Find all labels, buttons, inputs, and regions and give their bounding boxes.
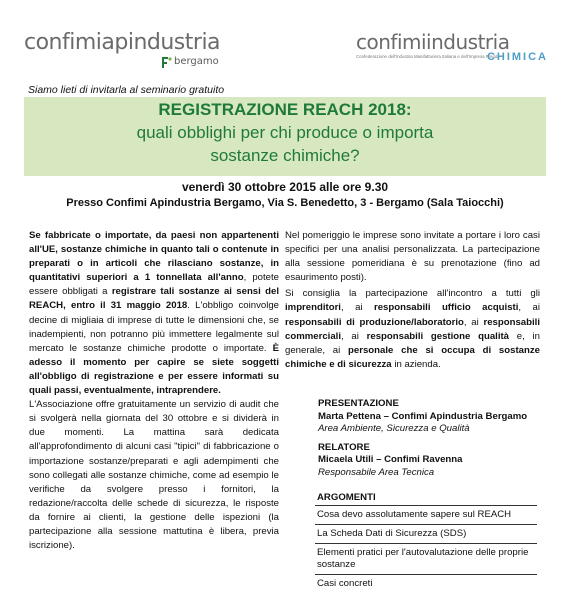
- right-p2-text-a: Si consiglia la partecipazione all'incontro a tutti gli: [285, 288, 540, 300]
- right-column: [285, 229, 540, 372]
- event-venue: Presso Confimi Apindustria Bergamo, Via S. Benedetto, 3 - Bergamo (Sala Taiocchi): [66, 197, 504, 209]
- logo-leaf-icon: [162, 56, 172, 69]
- right-p2-bold-e: responsabili gestione qualità: [366, 330, 510, 342]
- banner-subtitle-line2: sostanze chimiche?: [210, 146, 360, 165]
- presenter-role: Area Ambiente, Sicurezza e Qualità: [318, 423, 470, 434]
- right-p2-bold-a: imprenditori: [285, 302, 341, 314]
- list-item: Elementi pratici per l'autovalutazione delle proprie sostanze: [315, 544, 537, 575]
- speakers-block: [318, 398, 548, 479]
- logo-right-wordmark: confimiindustria: [356, 30, 510, 54]
- right-p2-text-d: , ai: [463, 316, 484, 328]
- banner-title: REGISTRAZIONE REACH 2018:: [158, 100, 412, 119]
- banner-subtitle-line1: quali obblighi per chi produce o importa: [136, 123, 434, 142]
- right-p2-text-e: , ai: [341, 330, 367, 342]
- right-paragraph-1: Nel pomeriggio le imprese sono invitate a portare i loro casi specifici per una analisi personalizzata. La partecipazione alla sessione pomeridiana è su prenotazione (fino ad esaurimento posti).: [285, 230, 540, 284]
- left-column: [29, 229, 279, 553]
- left-paragraph-2: L'Associazione offre gratuitamente un servizio di audit che si svolgerà nella giornata del 30 ottobre e si dividerà in due momenti. La mattina sarà dedicata all'approfondimento di alcuni casi "tipici" di fabbricazione o importazione sostanze/preparati e agli adempimenti che sono collegati alle sostanze chimiche, come ad esempio le verifiche da svolgere presso i fornitori, la redazione/raccolta delle schede di sicurezza, le risposte da fornire ai clienti, la gestione delle ispezioni (la partecipazione alla sessione mattutina è libera, previa iscrizione).: [29, 399, 279, 552]
- confimi-industria-chimica-logo: [356, 30, 556, 70]
- right-p2-bold-d: responsabili commerciali: [285, 316, 540, 342]
- logo-right-chimica: CHIMICA: [486, 51, 548, 63]
- relatore-name: Micaela Utili – Confimi Ravenna: [318, 454, 463, 465]
- logo-left-wordmark: confimiapindustria: [24, 30, 221, 55]
- list-item: Cosa devo assolutamente sapere sul REACH: [315, 506, 537, 525]
- left-p1-bold-a: Se fabbricate o importate, da paesi non appartenenti all'UE, sostanze chimiche in quanto tali o contenute in preparati o in articoli che rilasciano sostanze, in quantitativi superiori a 1 tonnellata all'anno: [29, 230, 279, 284]
- intro-text: Siamo lieti di invitarla al seminario gratuito: [28, 84, 225, 96]
- left-paragraph-1: [29, 229, 279, 398]
- event-date: venerdì 30 ottobre 2015 alle ore 9.30: [181, 180, 389, 194]
- right-p2-text-g: in azienda.: [391, 358, 441, 370]
- left-p1-bold-c: È adesso il momento per capire se siete soggetti all'obbligo di registrazione e per essere informati su quali passi, eventualmente, intraprendere.: [29, 342, 279, 397]
- presentazione-label: PRESENTAZIONE: [318, 398, 399, 409]
- right-p2-bold-f: personale che si occupa di sostanze chimiche e di sicurezza: [285, 344, 540, 370]
- title-banner: [24, 97, 546, 176]
- right-p2-bold-b: responsabili ufficio acquisti: [373, 302, 519, 314]
- presenter-name: Marta Pettena – Confimi Apindustria Bergamo: [318, 410, 528, 422]
- logo-left-sub: bergamo: [174, 56, 219, 67]
- left-p1-bold-b: registrare tali sostanze ai sensi del REACH, entro il 31 maggio 2018: [29, 286, 279, 312]
- right-p2-text-b: , ai: [340, 302, 374, 314]
- list-item: Casi concreti: [317, 578, 373, 589]
- list-item: La Scheda Dati di Sicurezza (SDS): [315, 525, 537, 544]
- argomenti-table: [315, 492, 537, 593]
- relatore-role: Responsabile Area Tecnica: [318, 466, 435, 478]
- relatore-label: RELATORE: [318, 441, 370, 453]
- logo-right-tagline: Confederazione dell'Industria Manifatturiera Italiana e dell'Impresa Privata: [356, 54, 500, 59]
- confimi-apindustria-logo: [24, 30, 274, 70]
- left-p1-text-b: . L'obbligo coinvolge decine di migliaia di imprese di tutte le dimensioni che, se inadempienti, non potranno più immettere legalmente sul mercato le sostanze chimiche prodotte o importate.: [29, 300, 280, 354]
- right-p2-text-c: , ai: [518, 302, 540, 314]
- right-p2-text-f: e, in generale, ai: [285, 330, 540, 356]
- argomenti-label: ARGOMENTI: [315, 492, 537, 506]
- right-p2-bold-c: responsabili di produzione/laboratorio: [285, 316, 464, 328]
- right-paragraph-2: [285, 287, 540, 372]
- left-p1-text-a: , potete essere obbligati a: [29, 272, 279, 298]
